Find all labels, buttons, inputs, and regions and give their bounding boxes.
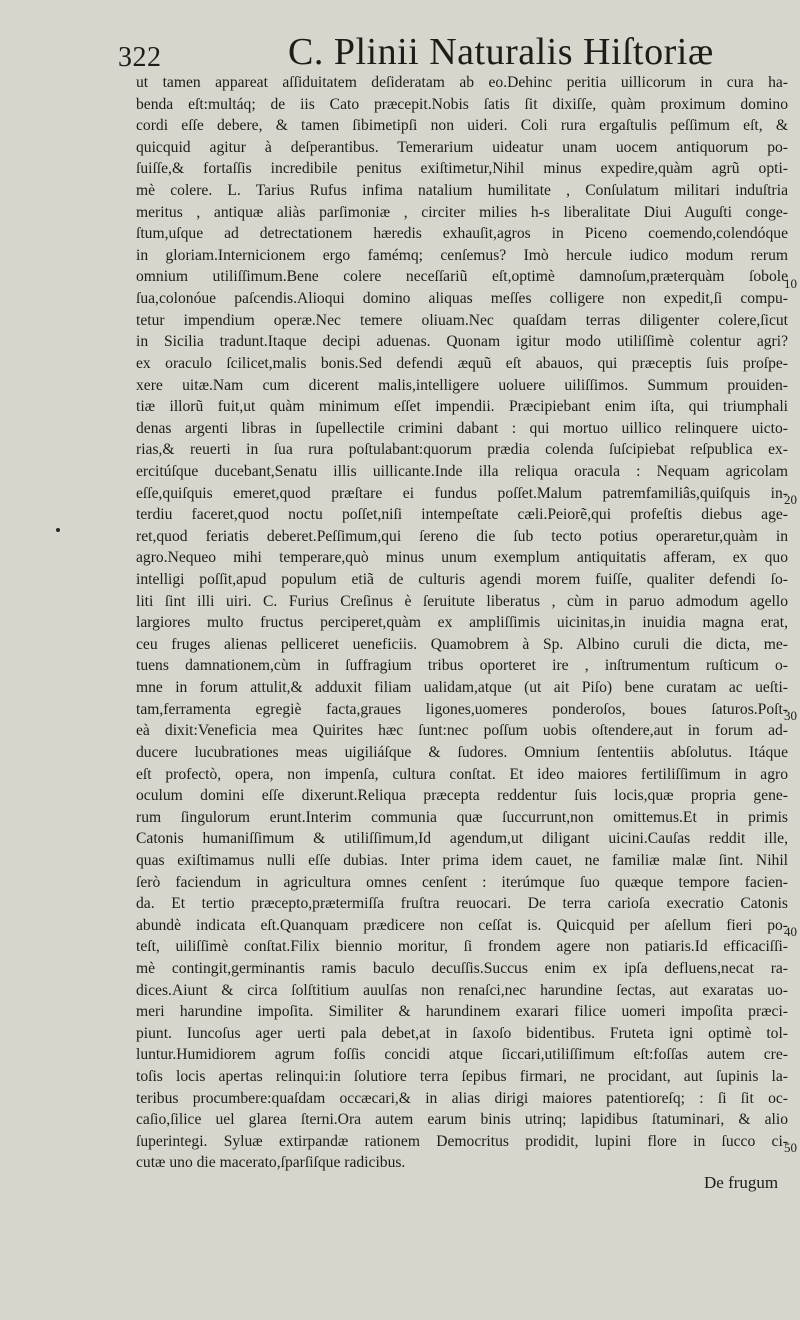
text-line: mè colere. L. Tarius Rufus infima natalium humilitate , Conſulatum militari induſtria (136, 182, 788, 200)
margin-line-number: 20 (784, 492, 797, 507)
text-line: da. Et tertio præcepto,prætermiſſa fruſtra reuocari. De terra carioſa execratio Catonis (136, 895, 788, 913)
text-line: ſuiſſe,& fortaſſis incredibile penitus exiſtimetur,Nihil minus expedire,quàm agrũ opti- (136, 160, 788, 178)
text-line: benda eſt:multáq; de iis Cato præcepit.Nobis ſatis ſit dixiſſe, quàm proximum domino (136, 95, 788, 113)
text-line: omnium utiliſſimum.Bene colere neceſſariũ eſt,optimè damnoſum,præterquàm ſobole (136, 268, 788, 286)
text-line: eà dixit:Veneficia mea Quirites hæc ſunt:nec poſſum uobis oſtendere,aut in forum ad- (136, 722, 788, 740)
text-line: tuens damnationem,cùm in ſuffragium tribus oporteret ire , inſtrumentum ruſticum o- (136, 657, 788, 675)
margin-line-number: 50 (784, 1140, 797, 1155)
text-line: luntur.Humidiorem agrum foſſis concidi atque ſiccari,utiliſſimum eſt:foſſas autem cre- (136, 1046, 788, 1064)
text-line: ceu fruges alienas pelliceret ueneficiis. Quamobrem à Sp. Albino curuli die dicta, me- (136, 635, 788, 653)
text-line: teſt, uiliſſimè conſtat.Filix biennio moritur, ſi frondem agere non patiaris.Id efficaciſſi- (136, 938, 788, 956)
catchword: De frugum (704, 1173, 779, 1192)
text-line: terdiu faceret,quod noctu poſſet,niſi intempeſtate cæli.Peiorẽ,qui profeſtis diebus age- (136, 506, 788, 524)
text-line: eſt profectò, opera, non impenſa, cultura conſtat. Et ideo maiores fertiliſſimum in agro (136, 765, 788, 783)
text-line: ut tamen appareat aſſiduitatem deſideratam ab eo.Dehinc peritia uillicorum in cura ha- (136, 74, 788, 91)
margin-line-number: 30 (784, 708, 797, 723)
text-line: quas exiſtimamus nulli eſſe dubias. Inter prima idem cauet, ne familiæ malæ ſint. Nihil (136, 851, 788, 869)
text-line: meri harundine impoſita. Similiter & harundinem exarari filice uomeri impoſita præci- (136, 1003, 788, 1021)
text-line: agro.Nequeo mihi temperare,quò minus unum exemplum antiquitatis afferam, ex quo (136, 549, 788, 567)
running-title: C. Plinii Naturalis Hiſtoriæ (288, 31, 714, 73)
text-line: liti ſint illi uiri. C. Furius Creſinus è ſeruitute liberatus , cùm in paruo admodum agello (136, 592, 788, 610)
body-text (136, 72, 788, 1174)
text-line: ſerò faciendum in agricultura omnes cenſent : iterúmque ſuo quæque tempore facien- (136, 873, 788, 891)
margin-line-number: 40 (784, 924, 797, 939)
text-line: piunt. Iuncoſus ager uerti pala debet,at in ſaxoſo bidentibus. Fruteta igni optimè tol- (136, 1024, 788, 1042)
text-line: mè contingit,germinantis ramis baculo decuſſis.Succus enim ex ipſa defluens,necat ra- (136, 959, 788, 977)
text-line: rum ſingulorum erunt.Interim communia quæ ſuccurrunt,non omittemus.Et in primis (136, 808, 788, 826)
text-line: intelligi poſſit,apud populum etiã de culturis agendi morem fuiſſe, qualiter defendi ſo- (136, 571, 788, 589)
text-line: eſſe,quiſquis emeret,quod præſtare ei fundus poſſet.Malum patremfamiliâs,quiſquis in- (136, 484, 788, 502)
page-number: 322 (118, 42, 162, 73)
text-line: cordi eſſe debere, & tamen ſibimetipſi non uideri. Coli rura ergaſtulis peſſimum eſt, & (136, 117, 788, 135)
text-line: toſis locis apertas relinqui:in ſolutiore terra ſepibus firmari, ne procidant, aut ſupinis la- (136, 1068, 788, 1086)
text-line: quicquid agitur à deſperantibus. Temerarium uideatur unam uocem antiquorum po- (136, 138, 788, 156)
text-line: xere uitæ.Nam cum dicerent malis,intelligere uoluere uiliſſimos. Summum prouiden- (136, 376, 788, 394)
text-line: denas argenti libras in ſupellectile crimini dabant : qui mortuo uillico relinquere uicto- (136, 419, 788, 437)
text-line: in gloriam.Internicionem ergo famémq; cenſemus? Imò hercule iudico modum rerum (136, 246, 788, 264)
text-line: ſtum,uſque ad detrectationem hæredis exhauſit,agros in Piceno coemendo,colendóque (136, 225, 788, 243)
text-line: tetur impendium operæ.Nec temere oliuam.Nec quaſdam terras diligenter colere,ſicut (136, 311, 788, 329)
text-line: ercitúſque ducebant,Senatu illis uillicante.Inde illa reliqua oracula : Nequam agricolam (136, 462, 788, 480)
text-line: meritus , antiquæ aliàs parſimoniæ , circiter milies h-s liberalitate Diui Auguſti conge- (136, 203, 788, 221)
text-line: ducere lucubrationes meas uigiliáſque & ſudores. Omnium ſententiis abſolutus. Itáque (136, 743, 788, 761)
text-line: ſua,colonóue paſcendis.Alioqui domino aliquas meſſes colligere non expedit,ſi compu- (136, 290, 788, 308)
text-line: rias,& reuerti in ſua rura poſtulabant:quorum prædia colenda ſuſcipiebat reſpublica ex- (136, 441, 788, 459)
text-line: abundè indicata eſt.Quanquam prædicere non ceſſat is. Quicquid per aſellum fieri po- (136, 916, 788, 934)
text-line: ex oraculo ſcilicet,malis bonis.Sed defendi æquũ eſt abauos, qui præceptis ſuis proſpe- (136, 354, 788, 372)
text-line: tam,ferramenta egregiè facta,graues ligones,uomeres ponderoſos, boues ſaturos.Poſt- (136, 700, 788, 718)
text-line: Catonis humaniſſimum & utiliſſimum,Id agendum,ut diligant uicini.Cauſas reddit ille, (136, 830, 788, 848)
page-header (118, 28, 714, 76)
margin-line-number: 10 (784, 276, 797, 291)
text-line: oculum domini eſſe dixerunt.Reliqua præcepta reddentur ſuis locis,quæ propria gene- (136, 787, 788, 805)
text-line: tiæ illorũ fuit,ut quàm minimum eſſet impendii. Præcipiebant enim iſta, qui triumphali (136, 398, 788, 416)
text-line: largiores multo fructus perciperet,quàm ex ampliſſimis uicinitas,in inuidia magna erat, (136, 614, 788, 632)
text-line: ret,quod feriatis deberet.Peſſimum,qui ſereno die ſub tecto potius operaretur,quàm in (136, 527, 788, 545)
text-line: dices.Aiunt & circa ſolſtitium auulſas non renaſci,nec harundine ſectas, aut exaratas uo- (136, 981, 788, 999)
text-line: cutæ uno die macerato,ſparſiſque radicibus. (136, 1154, 406, 1172)
ink-spot (56, 528, 60, 532)
text-line: ſuperintegi. Syluæ extirpandæ rationem Democritus prodidit, lupini flore in ſucco ci- (136, 1132, 788, 1150)
text-line: mne in forum attulit,& adduxit filiam ualidam,atque (ut ait Piſo) bene curatam ac ueſti- (136, 679, 788, 697)
text-line: caſio,ſilice uel glarea ſterni.Ora autem earum binis utrinq; lapidibus ſtatuminari, & alio (136, 1111, 788, 1129)
text-line: teribus procumbere:quaſdam occæcari,& in alias dirigi maiores patentioreſq; : ſi ſit oc- (136, 1089, 788, 1107)
text-line: in Sicilia tradunt.Itaque decipi aduenas. Quonam igitur modo utiliſſimè colentur agri? (136, 333, 788, 351)
